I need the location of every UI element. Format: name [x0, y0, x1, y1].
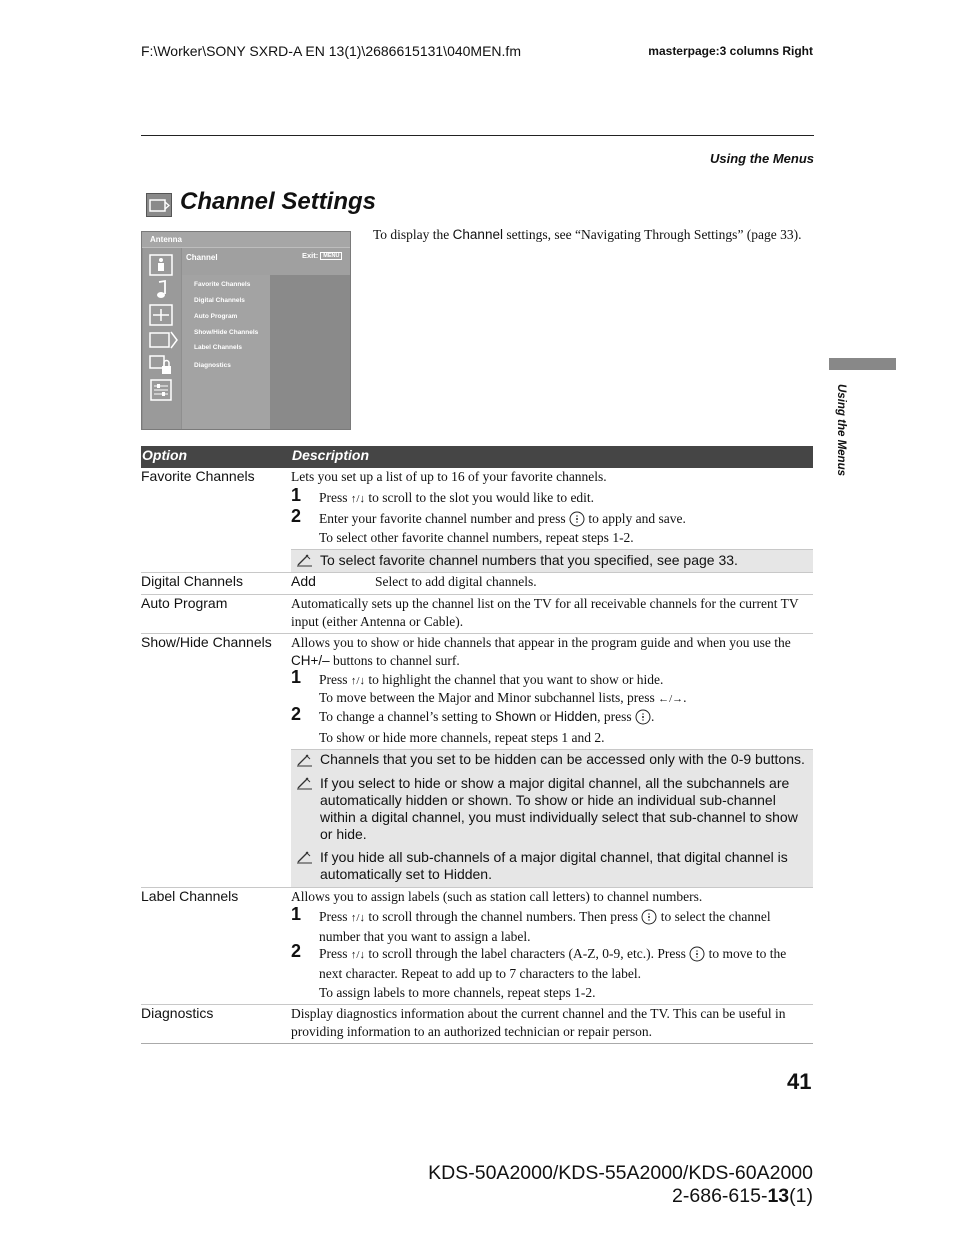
side-tab-label: Using the Menus — [835, 384, 847, 477]
menu-item: Digital Channels — [194, 297, 245, 304]
screen-icon — [149, 304, 173, 326]
step-number: 1 — [291, 904, 302, 924]
note-pencil-icon — [296, 753, 314, 767]
favorite-note: To select favorite channel numbers that you specified, see page 33. — [320, 552, 738, 568]
option-auto-program: Auto Program — [141, 595, 228, 611]
label-step-1: Press ↑/↓ to scroll through the channel numbers. Then press to select the channel number that you want to assign a label. — [319, 909, 771, 944]
picture-icon — [149, 254, 173, 276]
channel-icon — [149, 329, 179, 351]
showhide-description: Allows you to show or hide channels that appear in the program guide and when you use the CH+/– buttons to channel surf. — [291, 635, 791, 668]
side-tab-bar — [829, 358, 896, 370]
column-header-description: Description — [292, 447, 370, 463]
option-label-channels: Label Channels — [141, 888, 239, 904]
tv-menu-screenshot — [141, 231, 351, 430]
menu-item: Label Channels — [194, 344, 243, 351]
option-show-hide-channels: Show/Hide Channels — [141, 634, 272, 650]
label-repeat: To assign labels to more channels, repeat steps 1-2. — [319, 985, 596, 1000]
enter-button-icon — [641, 909, 657, 925]
label-description: Allows you to assign labels (such as station call letters) to channel numbers. — [291, 889, 703, 904]
menu-item: Show/Hide Channels — [194, 329, 259, 336]
table-bottom-rule — [141, 1043, 813, 1044]
menu-item: Auto Program — [194, 313, 238, 320]
sound-icon — [149, 279, 173, 301]
option-digital-channels: Digital Channels — [141, 573, 243, 589]
showhide-step-2: To change a channel’s setting to Shown or Hidden, press . — [319, 709, 655, 724]
column-header-option: Option — [142, 447, 188, 463]
enter-button-icon — [635, 709, 651, 725]
showhide-repeat: To show or hide more channels, repeat steps 1 and 2. — [319, 730, 605, 745]
showhide-note-1: Channels that you set to be hidden can be accessed only with the 0-9 buttons. — [320, 751, 805, 767]
parental-lock-icon — [149, 354, 173, 376]
page-number: 41 — [787, 1069, 812, 1094]
page-title: Channel Settings — [180, 188, 377, 215]
menu-icon-column — [143, 248, 181, 429]
showhide-note-2: If you select to hide or show a major digital channel, all the subchannels are automatically hidden or shown. To show or hide an individual sub-channel within a digital channel, you must individually select that sub-channel to show or hide. — [320, 775, 798, 842]
intro-text: To display the Channel settings, see “Navigating Through Settings” (page 33). — [373, 227, 802, 242]
part-number: 2-686-615-13(1) — [672, 1185, 813, 1207]
menu-button-badge: MENU — [320, 252, 342, 260]
header-rule — [141, 135, 814, 136]
model-numbers — [428, 1162, 813, 1208]
menu-panel-title: Channel — [186, 253, 218, 262]
menu-exit-label: Exit: MENU — [302, 251, 342, 260]
label-step-2: Press ↑/↓ to scroll through the label characters (A-Z, 0-9, etc.). Press to move to the next character. Repeat to add up to 7 characters to the label. — [319, 946, 787, 981]
option-diagnostics: Diagnostics — [141, 1005, 214, 1021]
channel-tv-icon — [146, 193, 172, 217]
menu-item: Diagnostics — [194, 362, 231, 369]
step-number: 1 — [291, 667, 302, 687]
note-pencil-icon — [296, 776, 314, 790]
running-head: Using the Menus — [709, 151, 814, 166]
step-number: 2 — [291, 704, 302, 724]
favorite-step-2: Enter your favorite channel number and press to apply and save. — [319, 511, 686, 526]
favorite-repeat: To select other favorite channel numbers, repeat steps 1-2. — [319, 530, 634, 545]
setup-icon — [149, 379, 173, 401]
favorite-step-1: Press ↑/↓ to scroll to the slot you would like to edit. — [319, 490, 595, 505]
showhide-note-3: If you hide all sub-channels of a major digital channel, that digital channel is automatically set to Hidden. — [320, 849, 788, 882]
menu-antenna-label: Antenna — [150, 235, 182, 244]
step-number: 1 — [291, 485, 302, 505]
table-header — [141, 446, 813, 468]
masterpage-label: masterpage:3 columns Right — [648, 44, 813, 58]
option-favorite-channels: Favorite Channels — [141, 468, 255, 484]
diagnostics-description: Display diagnostics information about the current channel and the TV. This can be useful in providing information to an authorized technician or repair person. — [291, 1006, 786, 1039]
file-path: F:\Worker\SONY SXRD-A EN 13(1)\2686615131\040MEN.fm — [141, 43, 521, 59]
note-box — [291, 749, 813, 888]
note-pencil-icon — [296, 553, 314, 567]
digital-sub-option: Add — [291, 573, 316, 589]
favorite-description: Lets you set up a list of up to 16 of your favorite channels. — [291, 469, 607, 484]
showhide-step-1-sub: To move between the Major and Minor subchannel lists, press ←/→. — [319, 690, 687, 705]
menu-detail-pane — [270, 275, 350, 429]
menu-item-list — [182, 275, 270, 429]
step-number: 2 — [291, 941, 302, 961]
model-list: KDS-50A2000/KDS-55A2000/KDS-60A2000 — [428, 1162, 813, 1184]
menu-item: Favorite Channels — [194, 281, 251, 288]
enter-button-icon — [689, 946, 705, 962]
enter-button-icon — [569, 511, 585, 527]
showhide-step-1: Press ↑/↓ to highlight the channel that you want to show or hide. — [319, 672, 664, 687]
digital-description: Select to add digital channels. — [375, 574, 537, 589]
note-box — [291, 549, 813, 572]
auto-description: Automatically sets up the channel list on the TV for all receivable channels for the current TV input (either Antenna or Cable). — [291, 596, 799, 629]
note-pencil-icon — [296, 850, 314, 864]
step-number: 2 — [291, 506, 302, 526]
